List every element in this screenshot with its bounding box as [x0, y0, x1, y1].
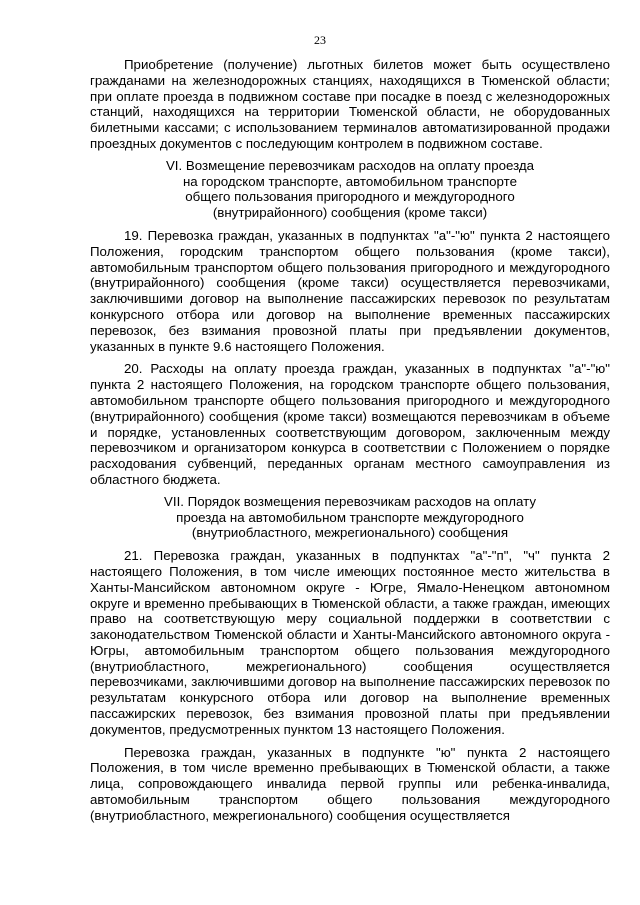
paragraph-tickets: Приобретение (получение) льготных билетов может быть осуществлено гражданами на железнодорожных станциях, находящихся в Тюменской области; при оплате проезда в подвижном составе при посадке в поезд с железнодорожных станций, находящихся на территории Тюменской области, не оборудованных билетными кассами; с использованием терминалов автоматизированной продажи проездных документов с последующим контролем в подвижном составе.: [90, 57, 610, 151]
document-body: [90, 57, 610, 824]
paragraph-21-continued: Перевозка граждан, указанных в подпункте "ю" пункта 2 настоящего Положения, в том числе временно пребывающих в Тюменской области, а также лица, сопровождающего инвалида первой группы или ребенка-инвалида, автомобильным транспортом общего пользования междугородного (внутриобластного, межрегионального) сообщения осуществляется: [90, 744, 610, 823]
paragraph-20: 20. Расходы на оплату проезда граждан, указанных в подпунктах "а"-"ю" пункта 2 настоящего Положения, на городском транспорте общего пользования, автомобильном транспорте общего пользования пригородного и междугородного (внутрирайонного) сообщения (кроме такси) возмещаются перевозчикам в объеме и порядке, установленных соответствующим договором, заключенным между перевозчиком и организатором конкурса в соответствии с Положением о порядке расходования субвенций, переданных органам местного самоуправления из областного бюджета.: [90, 361, 610, 487]
section-heading-vii: VII. Порядок возмещения перевозчикам расходов на оплату проезда на автомобильном транспорте междугородного (внутриобластного, межрегионального) сообщения: [164, 493, 536, 541]
paragraph-19: 19. Перевозка граждан, указанных в подпунктах "а"-"ю" пункта 2 настоящего Положения, городским транспортом общего пользования (кроме такси), автомобильным транспортом общего пользования пригородного и междугородного (внутрирайонного) сообщения (кроме такси) осуществляется перевозчиками, заключившими договор на выполнение пассажирских перевозок по результатам конкурсного отбора или договор на выполнение временных пассажирских перевозок, без взимания провозной платы при предъявлении документов, указанных в пункте 9.6 настоящего Положения.: [90, 227, 610, 354]
paragraph-21: 21. Перевозка граждан, указанных в подпунктах "а"-"п", "ч" пункта 2 настоящего Положения, в том числе имеющих постоянное место жительства в Ханты-Мансийском автономном округе - Югре, Ямало-Ненецком автономном округе и временно пребывающих в Тюменской области, а также граждан, имеющих право на соответствующую меру социальной поддержки в соответствии с законодательством Тюменской области и Ханты-Мансийского автономного округа - Югры, автомобильным транспортом общего пользования междугородного (внутриобластного, межрегионального) сообщения осуществляется перевозчиками, заключившими договор на выполнение пассажирских перевозок по результатам конкурсного отбора или договор на выполнение временных пассажирских перевозок, без взимания провозной платы при предъявлении документов, предусмотренных пунктом 13 настоящего Положения.: [90, 548, 610, 737]
page-number: 23: [314, 33, 326, 47]
section-heading-vi: VI. Возмещение перевозчикам расходов на оплату проезда на городском транспорте, автомобильном транспорте общего пользования пригородного и междугородного (внутрирайонного) сообщения (кроме такси): [165, 157, 535, 221]
